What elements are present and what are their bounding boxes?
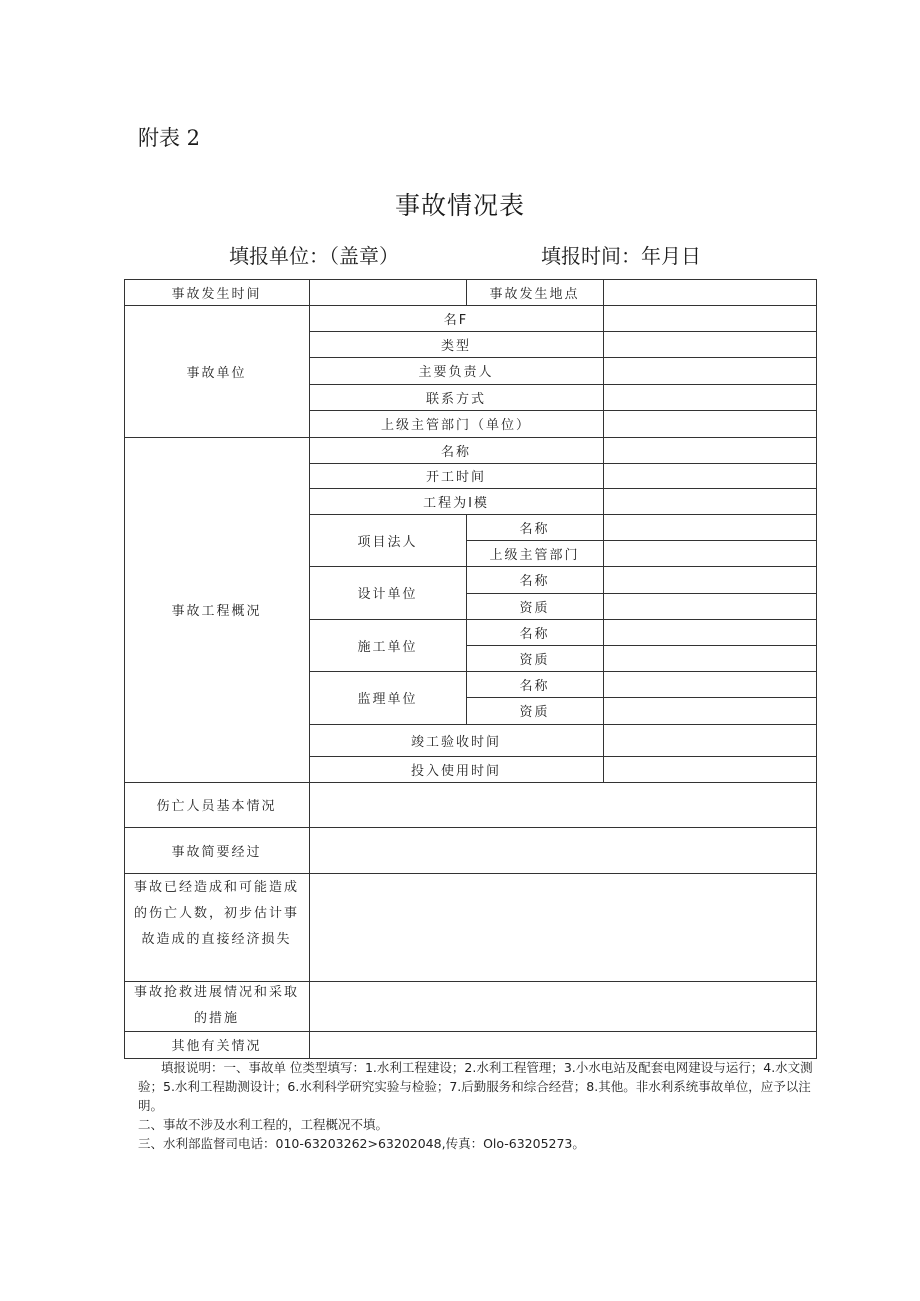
- fill-instructions: [138, 1058, 818, 1153]
- casualties-label: 伤亡人员基本情况: [156, 799, 277, 814]
- loss-label: 事故已经造成和可能造成的伤亡人数，初步估计事故造成的直接经济损失: [133, 880, 299, 947]
- unit-name-label: 名F: [443, 312, 469, 328]
- rescue-label: 事故抢救进展情况和采取的措施: [133, 985, 299, 1026]
- legal-name-label: 名称: [519, 521, 550, 537]
- build-unit-label: 施工单位: [357, 639, 418, 655]
- design-name-label: 名称: [519, 574, 550, 589]
- design-unit-label: 设计单位: [357, 587, 418, 602]
- design-qual-label: 资质: [519, 600, 550, 616]
- unit-type-label: 类型: [440, 338, 471, 354]
- note-line-1: 填报说明：一、事故单 位类型填写：1.水利工程建设；2.水利工程管理；3.小水电站及配套电网建设与运行；4.水文测验；5.水利工程勘测设计；6.水利科学研究实验与检验；7.后勤服务和综合经营；8.其他。非水利系统事故单位，应予以注明。: [138, 1060, 813, 1113]
- occur-time-label: 事故发生时间: [171, 286, 262, 302]
- project-overview-label: 事故工程概况: [171, 604, 262, 619]
- attachment-label: 附表 2: [138, 126, 201, 150]
- supervise-unit-label: 监理单位: [357, 692, 418, 707]
- supervise-qual-label: 资质: [519, 705, 550, 720]
- project-name-label: 名称: [440, 444, 471, 460]
- accident-unit-label: 事故单位: [186, 365, 247, 381]
- occur-place-label: 事故发生地点: [489, 286, 580, 302]
- project-scale-label: 工程为I模: [423, 495, 489, 511]
- build-name-label: 名称: [519, 626, 550, 642]
- other-label: 其他有关情况: [171, 1039, 262, 1054]
- note-line-2: 二、事故不涉及水利工程的，工程概况不填。: [138, 1117, 389, 1132]
- build-qual-label: 资质: [519, 652, 550, 668]
- completion-time-label: 竣工验收时间: [410, 734, 501, 750]
- filler-unit-label: 填报单位：（盖章）: [229, 244, 399, 268]
- unit-contact-label: 联系方式: [425, 391, 486, 407]
- legal-superior-label: 上级主管部门: [489, 547, 580, 563]
- unit-head-label: 主要负责人: [418, 365, 494, 380]
- form-title: 事故情况表: [394, 191, 525, 220]
- note-line-3: 三、水利部监督司电话：010-63203262>63202048,传真：Olo-63205273。: [138, 1136, 585, 1151]
- brief-label: 事故简要经过: [171, 844, 262, 860]
- in-use-time-label: 投入使用时间: [410, 763, 501, 779]
- supervise-name-label: 名称: [519, 678, 550, 694]
- filler-time-label: 填报时间：年月日: [541, 244, 701, 268]
- unit-superior-label: 上级主管部门（单位）: [380, 418, 531, 433]
- project-start-label: 开工时间: [425, 470, 486, 485]
- legal-person-label: 项目法人: [357, 534, 418, 550]
